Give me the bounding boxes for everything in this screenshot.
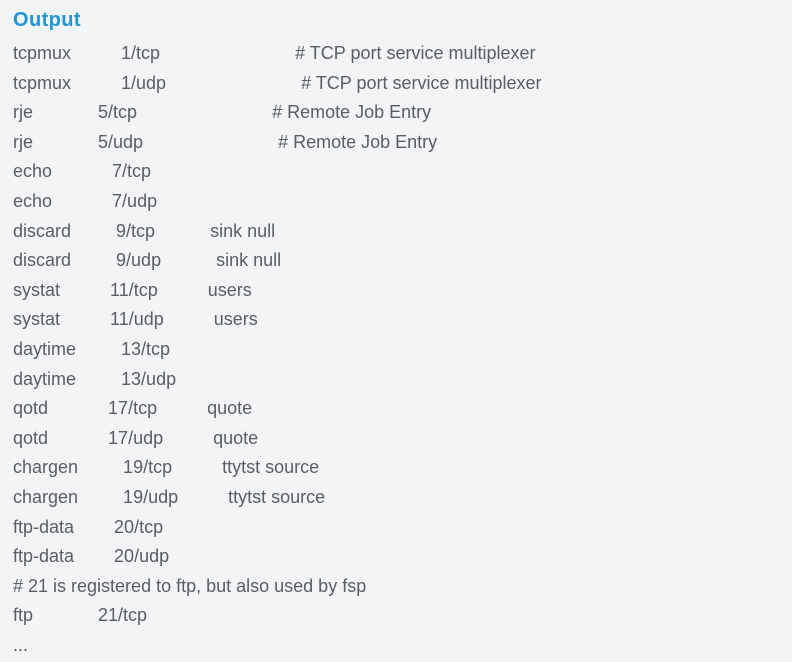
output-line: discard 9/udp sink null — [13, 250, 282, 271]
output-line: echo 7/tcp — [13, 161, 152, 182]
output-label: Output — [13, 9, 81, 31]
output-line: discard 9/tcp sink null — [13, 220, 276, 241]
output-line: rje 5/udp # Remote Job Entry — [13, 131, 438, 152]
output-line: daytime 13/tcp — [13, 338, 171, 359]
output-line: ... — [13, 634, 29, 655]
output-line: ftp 21/tcp — [13, 605, 148, 626]
output-line: chargen 19/tcp ttytst source — [13, 457, 320, 478]
output-line: echo 7/udp — [13, 190, 158, 211]
output-line: tcpmux 1/tcp # TCP port service multiplexer — [13, 43, 536, 63]
output-line: systat 11/tcp users — [13, 279, 252, 300]
console-output-text — [13, 39, 780, 660]
output-line: ftp-data 20/tcp — [13, 516, 164, 537]
output-line: qotd 17/udp quote — [13, 427, 259, 448]
output-line: systat 11/udp users — [13, 309, 258, 330]
output-line: qotd 17/tcp quote — [13, 398, 253, 419]
output-line: # 21 is registered to ftp, but also used by fsp — [13, 575, 367, 596]
output-line: chargen 19/udp ttytst source — [13, 486, 326, 507]
output-line: rje 5/tcp # Remote Job Entry — [13, 102, 432, 123]
output-line: ftp-data 20/udp — [13, 546, 170, 567]
output-line: tcpmux 1/udp # TCP port service multiplexer — [13, 72, 542, 93]
output-line: daytime 13/udp — [13, 368, 177, 389]
